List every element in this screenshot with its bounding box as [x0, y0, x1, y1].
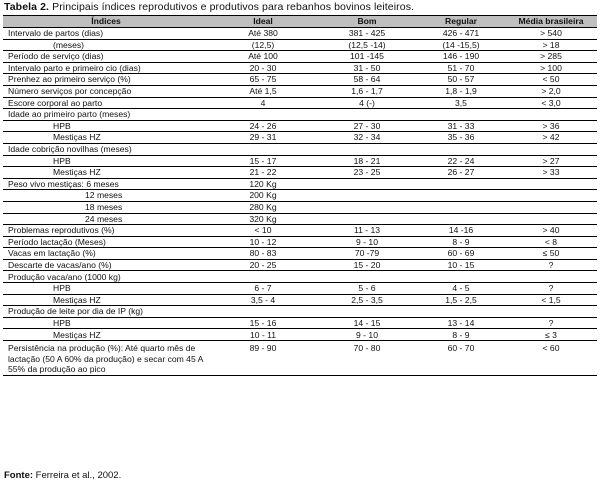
- cell-media-brasileira: < 3,0: [505, 97, 597, 109]
- table-row: [3, 97, 597, 109]
- row-label: 12 meses: [3, 190, 209, 202]
- table-row: [3, 167, 597, 179]
- cell-bom: 18 - 21: [317, 155, 417, 167]
- row-label: Descarte de vacas/ano (%): [3, 259, 209, 271]
- cell-ideal: [209, 109, 317, 121]
- row-label: Mestiças HZ: [3, 294, 209, 306]
- table-row: [3, 283, 597, 295]
- row-label: Idade cobrição novilhas (meses): [3, 143, 209, 155]
- table-row: [3, 201, 597, 213]
- cell-regular: 13 - 14: [417, 317, 505, 329]
- table-row: [3, 62, 597, 74]
- cell-bom: [317, 143, 417, 155]
- cell-bom: 4 (-): [317, 97, 417, 109]
- cell-ideal: 21 - 22: [209, 167, 317, 179]
- cell-regular: 146 - 190: [417, 51, 505, 63]
- cell-media-brasileira: < 8: [505, 236, 597, 248]
- table-row: [3, 225, 597, 237]
- row-label: Produção vaca/ano (1000 kg): [3, 271, 209, 283]
- row-label: Mestiças HZ: [3, 132, 209, 144]
- cell-bom: 2,5 - 3,5: [317, 294, 417, 306]
- row-label: Escore corporal ao parto: [3, 97, 209, 109]
- table-row: [3, 132, 597, 144]
- cell-ideal: 65 - 75: [209, 74, 317, 86]
- cell-media-brasileira: [505, 190, 597, 202]
- cell-regular: 1,5 - 2,5: [417, 294, 505, 306]
- row-label: Vacas em lactação (%): [3, 248, 209, 260]
- cell-regular: [417, 306, 505, 318]
- cell-media-brasileira: ?: [505, 259, 597, 271]
- cell-ideal: [209, 143, 317, 155]
- cell-regular: 10 - 15: [417, 259, 505, 271]
- table-row: [3, 259, 597, 271]
- row-label: Problemas reprodutivos (%): [3, 225, 209, 237]
- table-row: [3, 248, 597, 260]
- row-label: Intervalo de partos (dias): [3, 28, 209, 40]
- cell-media-brasileira: > 540: [505, 28, 597, 40]
- row-label: Peso vivo mestiças: 6 meses: [3, 178, 209, 190]
- cell-bom: 23 - 25: [317, 167, 417, 179]
- row-label: HPB: [3, 317, 209, 329]
- cell-bom: 14 - 15: [317, 317, 417, 329]
- row-label: 18 meses: [3, 201, 209, 213]
- table-row: [3, 271, 597, 283]
- cell-regular: 22 - 24: [417, 155, 505, 167]
- cell-bom: 32 - 34: [317, 132, 417, 144]
- cell-ideal: 29 - 31: [209, 132, 317, 144]
- cell-bom: 70 -79: [317, 248, 417, 260]
- cell-ideal: 6 - 7: [209, 283, 317, 295]
- cell-media-brasileira: [505, 271, 597, 283]
- header-bom: Bom: [317, 16, 417, 28]
- cell-bom: 9 - 10: [317, 236, 417, 248]
- cell-media-brasileira: > 42: [505, 132, 597, 144]
- cell-media-brasileira: ?: [505, 317, 597, 329]
- header-indices: Índices: [3, 16, 209, 28]
- row-label: Idade ao primeiro parto (meses): [3, 109, 209, 121]
- cell-regular: [417, 109, 505, 121]
- table-caption: [4, 1, 414, 13]
- row-label: (meses): [3, 39, 209, 51]
- cell-media-brasileira: ≤ 3: [505, 329, 597, 341]
- table-row: [3, 306, 597, 318]
- cell-bom: [317, 271, 417, 283]
- cell-media-brasileira: [505, 143, 597, 155]
- cell-regular: [417, 213, 505, 225]
- row-label: Período lactação (Meses): [3, 236, 209, 248]
- source-text: Ferreira et al., 2002.: [35, 470, 122, 481]
- cell-bom: [317, 190, 417, 202]
- reproductive-indices-table: [3, 15, 597, 376]
- cell-regular: 1,8 - 1,9: [417, 85, 505, 97]
- cell-bom: (12,5 -14): [317, 39, 417, 51]
- cell-regular: [417, 178, 505, 190]
- cell-ideal: 10 - 11: [209, 329, 317, 341]
- cell-bom: 11 - 13: [317, 225, 417, 237]
- cell-bom: 1,6 - 1,7: [317, 85, 417, 97]
- cell-ideal: Até 1,5: [209, 85, 317, 97]
- cell-ideal: 320 Kg: [209, 213, 317, 225]
- cell-ideal: [209, 306, 317, 318]
- cell-regular: 60 - 70: [417, 341, 505, 376]
- cell-media-brasileira: > 27: [505, 155, 597, 167]
- row-label: Número serviços por concepção: [3, 85, 209, 97]
- cell-bom: [317, 109, 417, 121]
- cell-ideal: 3,5 - 4: [209, 294, 317, 306]
- cell-media-brasileira: > 2,0: [505, 85, 597, 97]
- cell-regular: 8 - 9: [417, 329, 505, 341]
- cell-bom: [317, 178, 417, 190]
- cell-regular: [417, 271, 505, 283]
- cell-ideal: 4: [209, 97, 317, 109]
- cell-media-brasileira: ?: [505, 283, 597, 295]
- cell-bom: 5 - 6: [317, 283, 417, 295]
- cell-regular: 31 - 33: [417, 120, 505, 132]
- cell-bom: 15 - 20: [317, 259, 417, 271]
- table-body: [3, 28, 597, 376]
- cell-media-brasileira: [505, 201, 597, 213]
- cell-bom: [317, 201, 417, 213]
- cell-bom: 70 - 80: [317, 341, 417, 376]
- table-row: [3, 341, 597, 376]
- cell-bom: 381 - 425: [317, 28, 417, 40]
- table-row: [3, 294, 597, 306]
- row-label: Persistência na produção (%): Até quarto mês de lactação (50 A 60% da produção) e secar com 45 A 55% da produção ao pico: [3, 341, 209, 376]
- cell-media-brasileira: > 33: [505, 167, 597, 179]
- cell-bom: 9 - 10: [317, 329, 417, 341]
- cell-ideal: 15 - 16: [209, 317, 317, 329]
- cell-bom: 31 - 50: [317, 62, 417, 74]
- header-ideal: Ideal: [209, 16, 317, 28]
- row-label: Produção de leite por dia de IP (kg): [3, 306, 209, 318]
- row-label: Mestiças HZ: [3, 167, 209, 179]
- cell-regular: 35 - 36: [417, 132, 505, 144]
- cell-media-brasileira: [505, 109, 597, 121]
- table-row: [3, 120, 597, 132]
- row-label: 24 meses: [3, 213, 209, 225]
- row-label: HPB: [3, 283, 209, 295]
- cell-media-brasileira: [505, 213, 597, 225]
- cell-ideal: 20 - 25: [209, 259, 317, 271]
- row-label: Prenhez ao primeiro serviço (%): [3, 74, 209, 86]
- cell-ideal: 200 Kg: [209, 190, 317, 202]
- table-row: [3, 51, 597, 63]
- table-row: [3, 190, 597, 202]
- cell-regular: [417, 143, 505, 155]
- caption-label: Tabela 2.: [4, 1, 50, 13]
- cell-bom: [317, 306, 417, 318]
- table-row: [3, 74, 597, 86]
- cell-regular: 26 - 27: [417, 167, 505, 179]
- cell-media-brasileira: < 1,5: [505, 294, 597, 306]
- cell-media-brasileira: > 285: [505, 51, 597, 63]
- table-row: [3, 317, 597, 329]
- cell-bom: 101 -145: [317, 51, 417, 63]
- table-row: [3, 178, 597, 190]
- row-label: Mestiças HZ: [3, 329, 209, 341]
- cell-ideal: 15 - 17: [209, 155, 317, 167]
- table-header-row: [3, 16, 597, 28]
- table-row: [3, 213, 597, 225]
- cell-media-brasileira: < 60: [505, 341, 597, 376]
- cell-bom: 27 - 30: [317, 120, 417, 132]
- cell-bom: 58 - 64: [317, 74, 417, 86]
- cell-regular: 50 - 57: [417, 74, 505, 86]
- cell-regular: 426 - 471: [417, 28, 505, 40]
- table-row: [3, 109, 597, 121]
- cell-regular: 14 -16: [417, 225, 505, 237]
- cell-regular: 4 - 5: [417, 283, 505, 295]
- cell-media-brasileira: > 18: [505, 39, 597, 51]
- cell-ideal: 120 Kg: [209, 178, 317, 190]
- header-media-brasileira: Média brasileira: [505, 16, 597, 28]
- cell-media-brasileira: ≤ 50: [505, 248, 597, 260]
- cell-ideal: 80 - 83: [209, 248, 317, 260]
- cell-regular: 60 - 69: [417, 248, 505, 260]
- cell-media-brasileira: > 100: [505, 62, 597, 74]
- cell-regular: [417, 201, 505, 213]
- cell-regular: 51 - 70: [417, 62, 505, 74]
- source-label: Fonte:: [4, 470, 34, 481]
- table-row: [3, 28, 597, 40]
- cell-ideal: 280 Kg: [209, 201, 317, 213]
- cell-media-brasileira: > 36: [505, 120, 597, 132]
- cell-regular: [417, 190, 505, 202]
- cell-ideal: 10 - 12: [209, 236, 317, 248]
- table-row: [3, 39, 597, 51]
- table-row: [3, 329, 597, 341]
- row-label: Intervalo parto e primeiro cio (dias): [3, 62, 209, 74]
- table-row: [3, 85, 597, 97]
- cell-ideal: Até 380: [209, 28, 317, 40]
- caption-text: Principais índices reprodutivos e produtivos para rebanhos bovinos leiteiros.: [52, 1, 415, 13]
- cell-regular: 8 - 9: [417, 236, 505, 248]
- cell-media-brasileira: < 50: [505, 74, 597, 86]
- table-row: [3, 155, 597, 167]
- header-regular: Regular: [417, 16, 505, 28]
- cell-regular: (14 -15,5): [417, 39, 505, 51]
- cell-ideal: Até 100: [209, 51, 317, 63]
- row-label: HPB: [3, 155, 209, 167]
- cell-ideal: 24 - 26: [209, 120, 317, 132]
- cell-media-brasileira: > 40: [505, 225, 597, 237]
- row-label: HPB: [3, 120, 209, 132]
- table-source: [4, 470, 121, 481]
- table-row: [3, 236, 597, 248]
- cell-ideal: 20 - 30: [209, 62, 317, 74]
- cell-regular: 3,5: [417, 97, 505, 109]
- cell-media-brasileira: [505, 306, 597, 318]
- cell-ideal: < 10: [209, 225, 317, 237]
- row-label: Período de serviço (dias): [3, 51, 209, 63]
- table-row: [3, 143, 597, 155]
- cell-media-brasileira: [505, 178, 597, 190]
- cell-ideal: (12,5): [209, 39, 317, 51]
- cell-bom: [317, 213, 417, 225]
- cell-ideal: 89 - 90: [209, 341, 317, 376]
- cell-ideal: [209, 271, 317, 283]
